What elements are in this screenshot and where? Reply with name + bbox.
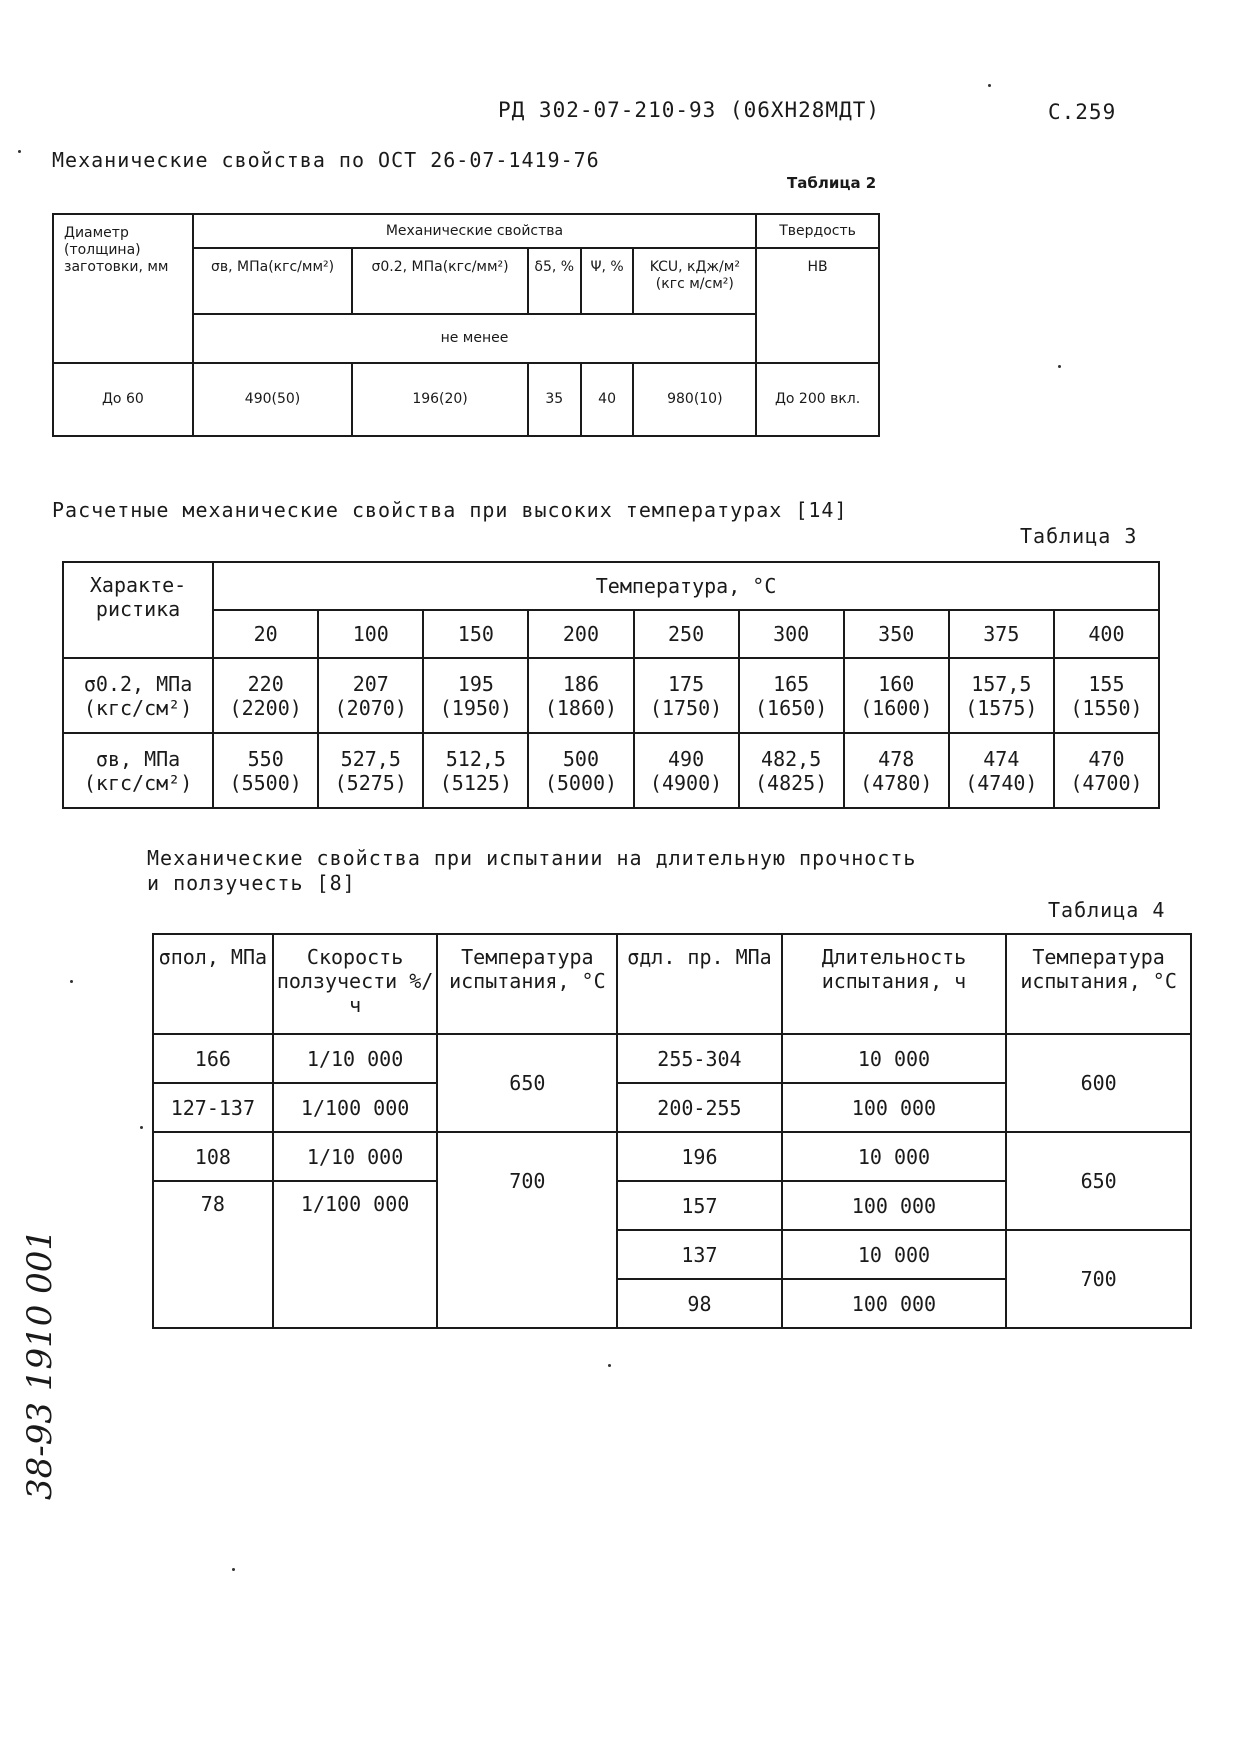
table3-label: Таблица 3 bbox=[1020, 524, 1138, 548]
value-cell: 207 (2070) bbox=[318, 658, 423, 733]
t2-cell: 980(10) bbox=[633, 363, 756, 436]
temp-header: 375 bbox=[949, 610, 1054, 658]
creep-rate-cell: 1/100 000 bbox=[273, 1083, 438, 1132]
table-2 bbox=[52, 213, 880, 437]
value-cell: 527,5 (5275) bbox=[318, 733, 423, 808]
t2-cell: До 200 вкл. bbox=[756, 363, 879, 436]
duration-cell: 10 000 bbox=[782, 1034, 1007, 1083]
temp-header: 250 bbox=[634, 610, 739, 658]
sub-delta: δ5, % bbox=[528, 248, 581, 314]
duration-cell: 100 000 bbox=[782, 1279, 1007, 1328]
value-cell: 550 (5500) bbox=[213, 733, 318, 808]
value-cell: 478 (4780) bbox=[844, 733, 949, 808]
table-3 bbox=[62, 561, 1160, 809]
col-creep-stress: σпол, МПа bbox=[153, 934, 273, 1034]
value-cell: 474 (4740) bbox=[949, 733, 1054, 808]
t2-cell: До 60 bbox=[53, 363, 193, 436]
scan-mark bbox=[18, 150, 21, 153]
duration-cell: 100 000 bbox=[782, 1181, 1007, 1230]
t2-cell: 35 bbox=[528, 363, 581, 436]
rupture-stress-cell: 200-255 bbox=[617, 1083, 781, 1132]
table-4 bbox=[152, 933, 1192, 1329]
temp-header: 300 bbox=[739, 610, 844, 658]
sub-psi: Ψ, % bbox=[581, 248, 634, 314]
scan-mark bbox=[140, 1126, 143, 1129]
value-cell: 512,5 (5125) bbox=[423, 733, 528, 808]
scan-mark bbox=[70, 980, 73, 983]
rupture-temp-cell: 650 bbox=[1006, 1132, 1191, 1230]
t2-cell: 196(20) bbox=[352, 363, 527, 436]
table4-label: Таблица 4 bbox=[1048, 898, 1166, 922]
value-cell: 490 (4900) bbox=[634, 733, 739, 808]
not-less-label: не менее bbox=[193, 314, 756, 363]
document-code: РД 302-07-210-93 (06ХН28МДТ) bbox=[498, 98, 881, 122]
section1-title: Механические свойства по ОСТ 26-07-1419-76 bbox=[52, 148, 600, 172]
table2-label: Таблица 2 bbox=[787, 174, 877, 192]
section3-title-line1: Механические свойства при испытании на длительную прочность bbox=[147, 846, 917, 870]
rupture-stress-cell: 137 bbox=[617, 1230, 781, 1279]
col-characteristic: Характе- ристика bbox=[63, 562, 213, 658]
value-cell: 160 (1600) bbox=[844, 658, 949, 733]
rupture-temp-cell: 600 bbox=[1006, 1034, 1191, 1132]
value-cell: 470 (4700) bbox=[1054, 733, 1159, 808]
temp-header: 350 bbox=[844, 610, 949, 658]
value-cell: 157,5 (1575) bbox=[949, 658, 1054, 733]
duration-cell: 10 000 bbox=[782, 1230, 1007, 1279]
duration-cell: 100 000 bbox=[782, 1083, 1007, 1132]
creep-rate-cell: 1/10 000 bbox=[273, 1034, 438, 1083]
scan-mark bbox=[232, 1568, 235, 1571]
handwritten-margin-note: 38-93 1910 001 bbox=[20, 1228, 60, 1500]
temp-header: 150 bbox=[423, 610, 528, 658]
temp-header: 200 bbox=[528, 610, 633, 658]
col-creep-rate: Скорость ползучести %/ч bbox=[273, 934, 438, 1034]
value-cell: 155 (1550) bbox=[1054, 658, 1159, 733]
row-label: σ0.2, МПа (кгс/см²) bbox=[63, 658, 213, 733]
scan-mark bbox=[988, 84, 991, 87]
rupture-temp-cell: 700 bbox=[1006, 1230, 1191, 1328]
temp-header: 400 bbox=[1054, 610, 1159, 658]
page-number: С.259 bbox=[1048, 100, 1117, 124]
value-cell: 482,5 (4825) bbox=[739, 733, 844, 808]
col-duration: Длительность испытания, ч bbox=[782, 934, 1007, 1034]
section3-title-line2: и ползучесть [8] bbox=[147, 871, 356, 895]
section2-title: Расчетные механические свойства при высоких температурах [14] bbox=[52, 498, 848, 522]
t2-cell: 490(50) bbox=[193, 363, 353, 436]
duration-cell: 10 000 bbox=[782, 1132, 1007, 1181]
sub-kcu: KCU, кДж/м² (кгс м/см²) bbox=[633, 248, 756, 314]
creep-temp-cell: 700 bbox=[437, 1132, 617, 1328]
col-hardness: Твердость bbox=[756, 214, 879, 248]
creep-stress-cell: 166 bbox=[153, 1034, 273, 1083]
col-rupture-temp: Температура испытания, °С bbox=[1006, 934, 1191, 1034]
rupture-stress-cell: 157 bbox=[617, 1181, 781, 1230]
scan-mark bbox=[608, 1364, 611, 1367]
sub-hb: НВ bbox=[756, 248, 879, 363]
col-temperature: Температура, °С bbox=[213, 562, 1159, 610]
creep-stress-cell: 127-137 bbox=[153, 1083, 273, 1132]
row-label: σв, МПа (кгс/см²) bbox=[63, 733, 213, 808]
value-cell: 500 (5000) bbox=[528, 733, 633, 808]
creep-rate-cell: 1/10 000 bbox=[273, 1132, 438, 1181]
temp-header: 100 bbox=[318, 610, 423, 658]
rupture-stress-cell: 255-304 bbox=[617, 1034, 781, 1083]
value-cell: 220 (2200) bbox=[213, 658, 318, 733]
rupture-stress-cell: 98 bbox=[617, 1279, 781, 1328]
creep-rate-cell: 1/100 000 bbox=[273, 1181, 438, 1328]
sub-sigma-b: σв, МПа(кгс/мм²) bbox=[193, 248, 353, 314]
creep-stress-cell: 108 bbox=[153, 1132, 273, 1181]
temp-header: 20 bbox=[213, 610, 318, 658]
creep-stress-cell: 78 bbox=[153, 1181, 273, 1328]
value-cell: 175 (1750) bbox=[634, 658, 739, 733]
col-diameter: Диаметр (толщина) заготовки, мм bbox=[53, 214, 193, 363]
value-cell: 165 (1650) bbox=[739, 658, 844, 733]
sub-sigma-02: σ0.2, МПа(кгс/мм²) bbox=[352, 248, 527, 314]
creep-temp-cell: 650 bbox=[437, 1034, 617, 1132]
col-mechanical-properties: Механические свойства bbox=[193, 214, 756, 248]
value-cell: 195 (1950) bbox=[423, 658, 528, 733]
value-cell: 186 (1860) bbox=[528, 658, 633, 733]
col-creep-temp: Температура испытания, °С bbox=[437, 934, 617, 1034]
col-rupture-stress: σдл. пр. МПа bbox=[617, 934, 781, 1034]
rupture-stress-cell: 196 bbox=[617, 1132, 781, 1181]
table-row bbox=[63, 658, 1159, 733]
scan-mark bbox=[1058, 365, 1061, 368]
t2-cell: 40 bbox=[581, 363, 634, 436]
table-row bbox=[63, 733, 1159, 808]
